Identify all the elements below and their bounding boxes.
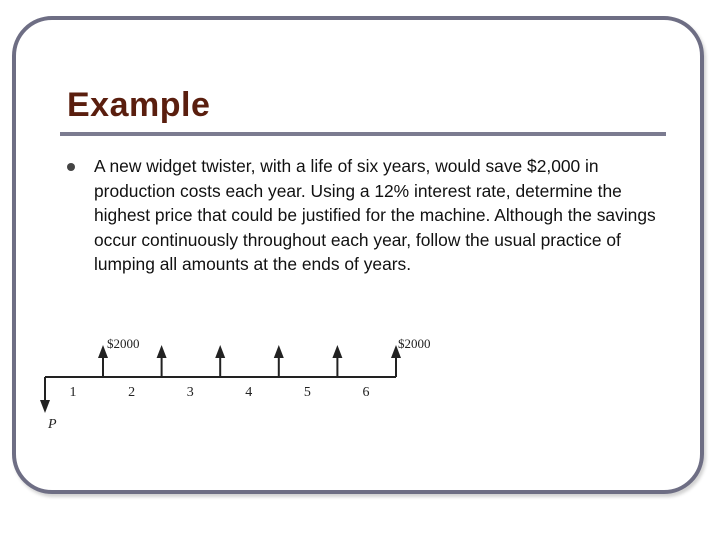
inflow-amount-label: $2000 [398, 336, 431, 351]
inflow-amount-label: $2000 [107, 336, 140, 351]
outflow-label: P [48, 417, 57, 432]
inflow-arrowhead [215, 345, 225, 358]
period-label: 3 [186, 385, 194, 400]
inflow-arrowhead [274, 345, 284, 358]
period-label: 5 [303, 385, 311, 400]
period-label: 6 [362, 385, 370, 400]
inflow-arrowhead [332, 345, 342, 358]
period-label: 1 [69, 385, 77, 400]
outflow-arrowhead [40, 400, 50, 413]
inflow-arrowhead [157, 345, 167, 358]
period-label: 2 [128, 385, 136, 400]
problem-statement: A new widget twister, with a life of six years, would save $2,000 in production costs each year. Using a 12% interest rate, determine the highest price that could be justified for the machine. Although the savings occur continuously throughout each year, follow the usual practice of lumping all amounts at the ends of years. [94, 156, 656, 274]
period-label: 4 [245, 385, 253, 400]
slide-title: Example [67, 86, 211, 124]
